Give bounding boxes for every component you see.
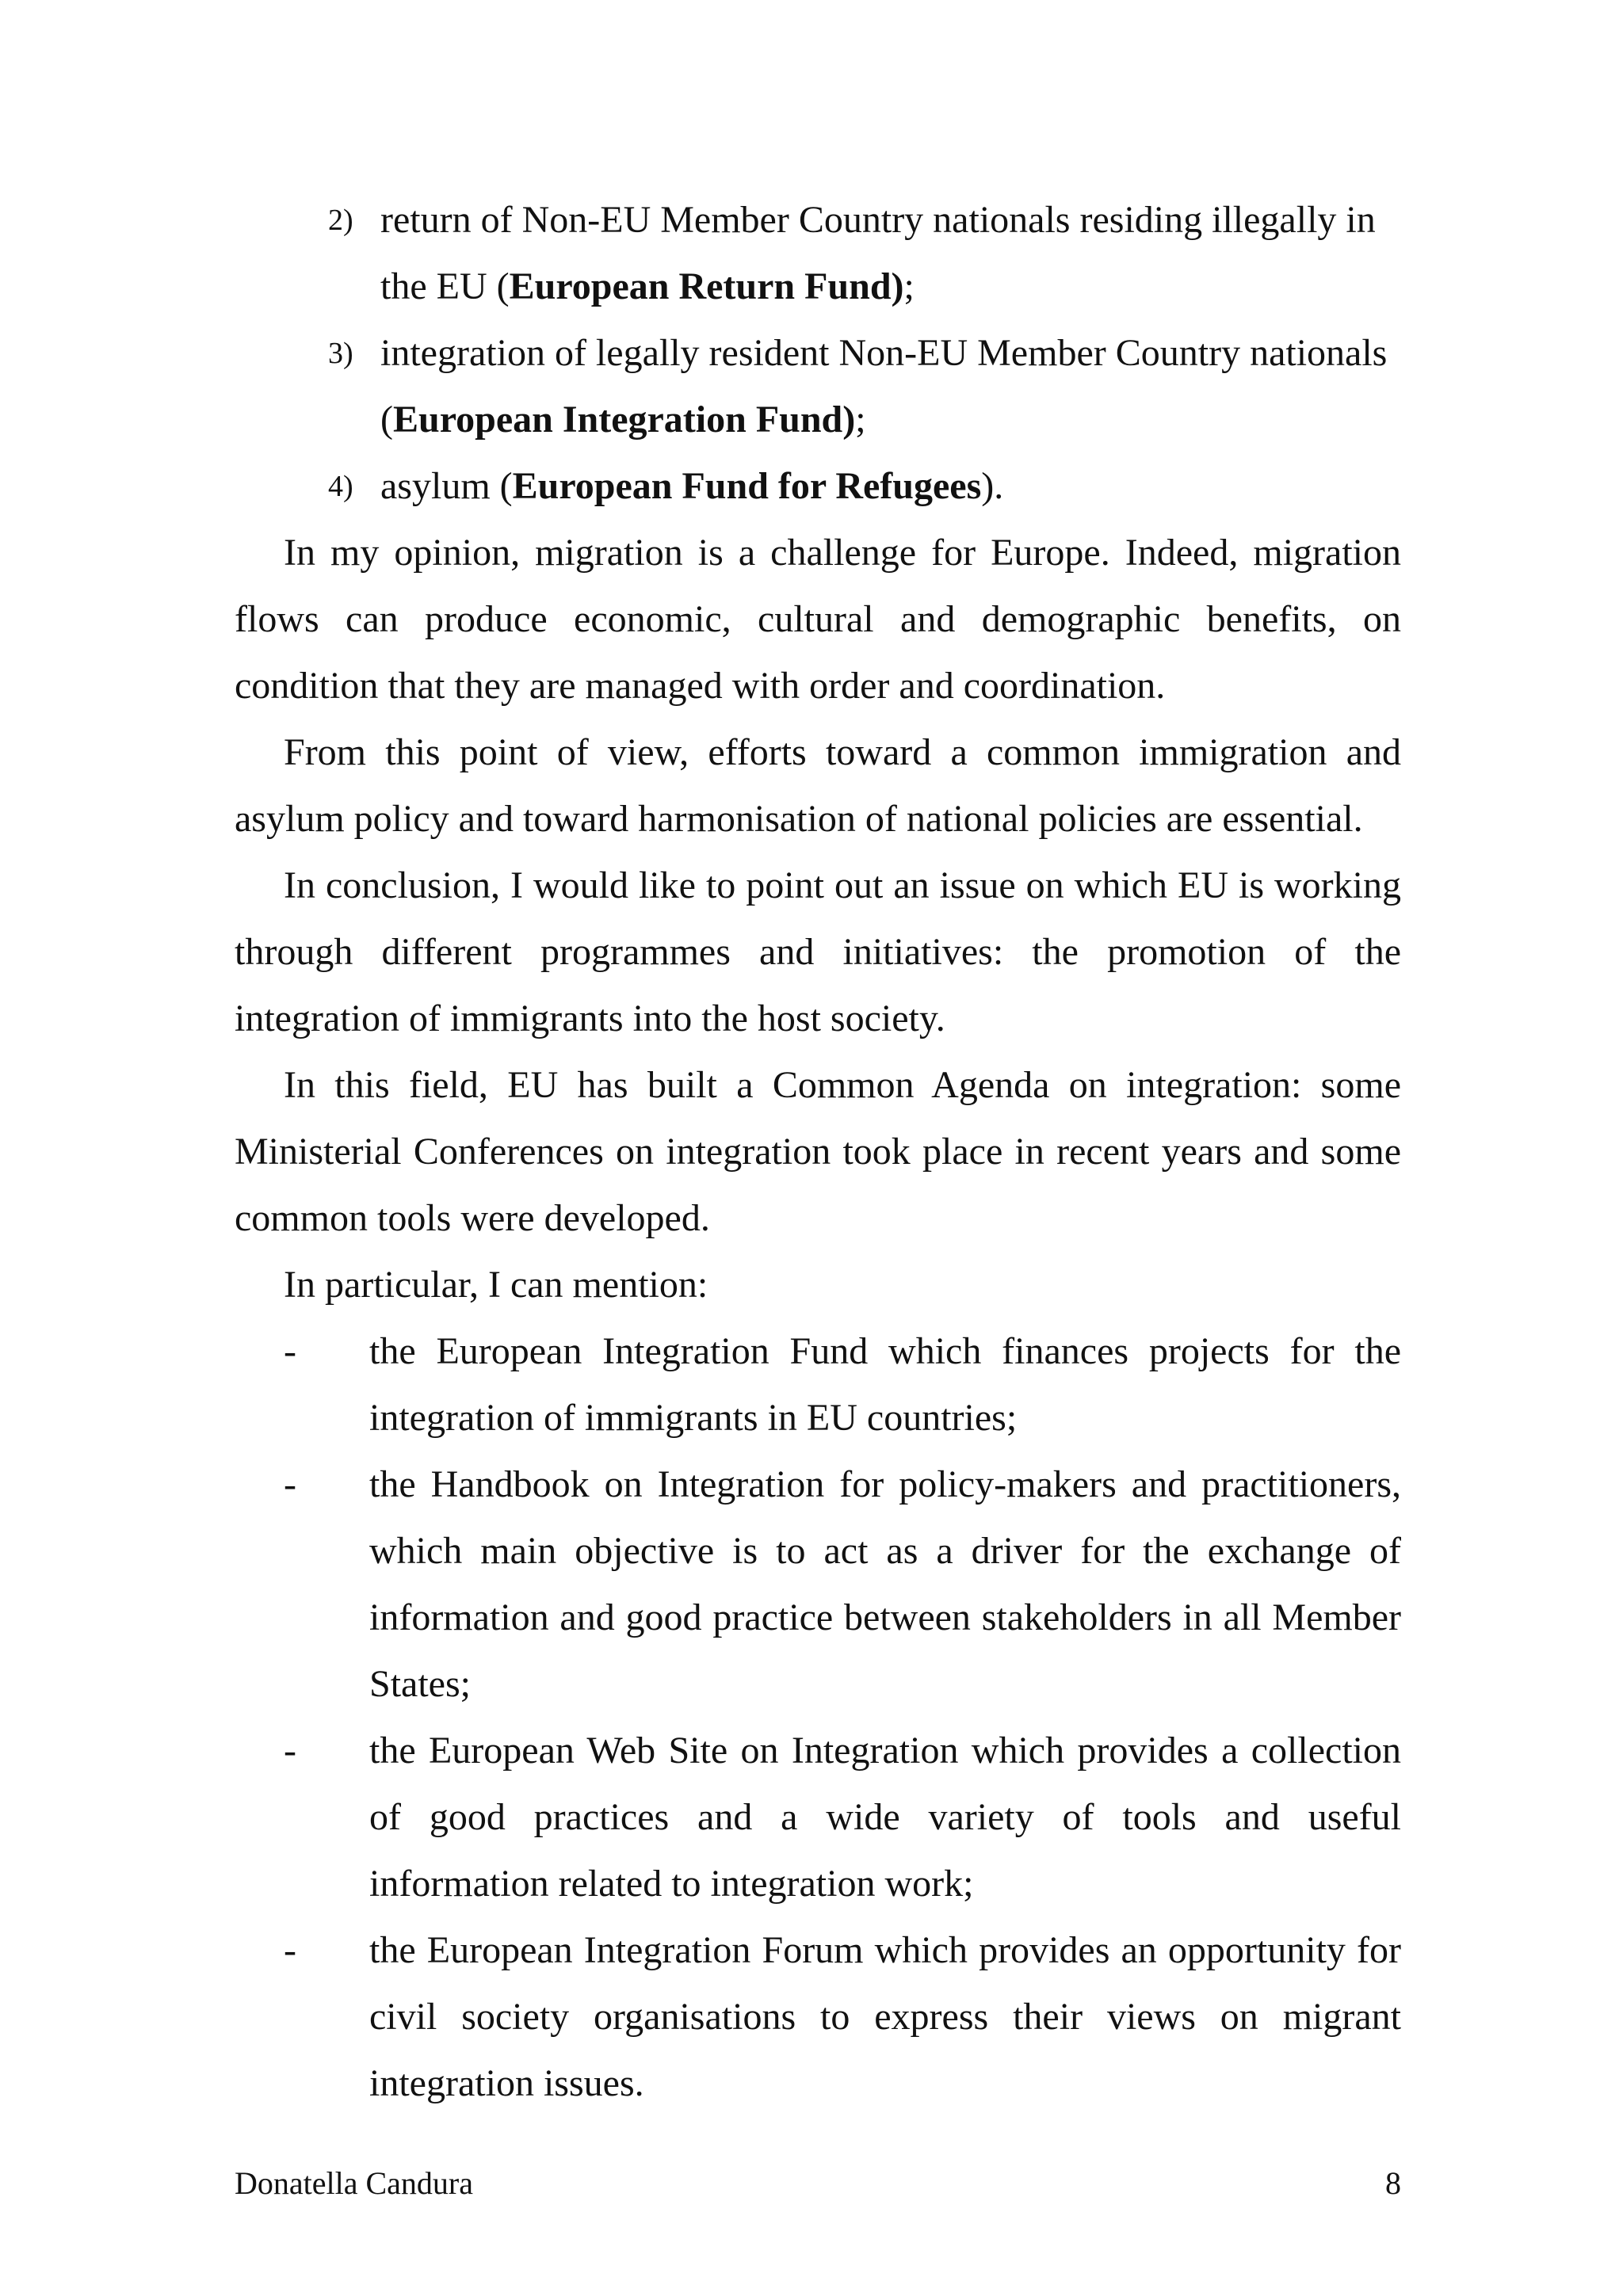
bullet-dash: -	[284, 1463, 296, 1505]
paragraph-mention: In particular, I can mention:	[284, 1264, 708, 1306]
item-number: 2)	[328, 204, 353, 237]
numbered-item-4	[235, 453, 1401, 520]
footer-author: Donatella Candura	[235, 2165, 473, 2201]
bullet-handbook	[235, 1451, 1401, 1718]
fund-name: European Fund for Refugees	[512, 465, 982, 507]
item-text-end: ).	[981, 465, 1004, 507]
bullet-web-site	[235, 1718, 1401, 1917]
bullet-integration-forum	[235, 1917, 1401, 2117]
bullet-text: the European Integration Fund which finances projects for the integration of immigrants in EU countries;	[369, 1330, 1401, 1439]
bullet-dash: -	[284, 1730, 296, 1772]
item-text-end: ;	[903, 265, 915, 307]
paragraph-conclusion: In conclusion, I would like to point out an issue on which EU is working through different programmes and initiatives: the promotion of the integration of immigrants into the host society.	[235, 864, 1401, 1039]
bullet-text: the Handbook on Integration for policy-makers and practitioners, which main objective is to act as a driver for the exchange of information and good practice between stakeholders in all Member States;	[369, 1463, 1401, 1705]
footer-page-number: 8	[1385, 2165, 1401, 2201]
item-number: 3)	[328, 337, 353, 370]
numbered-item-2	[235, 187, 1401, 320]
item-text: asylum (	[380, 465, 513, 507]
fund-name: European Integration Fund)	[392, 399, 856, 441]
bullet-text: the European Web Site on Integration which provides a collection of good practices and a wide variety of tools and useful information related to integration work;	[369, 1730, 1401, 1905]
item-text: integration of legally resident Non-EU Member Country nationals (	[380, 332, 1388, 441]
item-text-end: ;	[855, 399, 866, 441]
document-body	[235, 187, 1401, 2117]
item-number: 4)	[328, 470, 353, 503]
paragraph-common-agenda: In this field, EU has built a Common Agenda on integration: some Ministerial Conferences on integration took place in recent years and some common tools were developed.	[235, 1064, 1401, 1239]
paragraph-opinion: In my opinion, migration is a challenge for Europe. Indeed, migration flows can produce economic, cultural and demographic benefits, on condition that they are managed with order and coordination.	[235, 532, 1401, 707]
paragraph-point-of-view: From this point of view, efforts toward a common immigration and asylum policy and toward harmonisation of national policies are essential.	[235, 731, 1401, 840]
bullet-dash: -	[284, 1929, 296, 1971]
bullet-text: the European Integration Forum which provides an opportunity for civil society organisations to express their views on migrant integration issues.	[369, 1929, 1401, 2104]
fund-name: European Return Fund)	[509, 265, 904, 307]
numbered-item-3	[235, 320, 1401, 453]
bullet-integration-fund	[235, 1318, 1401, 1451]
bullet-dash: -	[284, 1330, 296, 1372]
item-text: return of Non-EU Member Country nationals residing illegally in the EU (	[380, 199, 1376, 307]
